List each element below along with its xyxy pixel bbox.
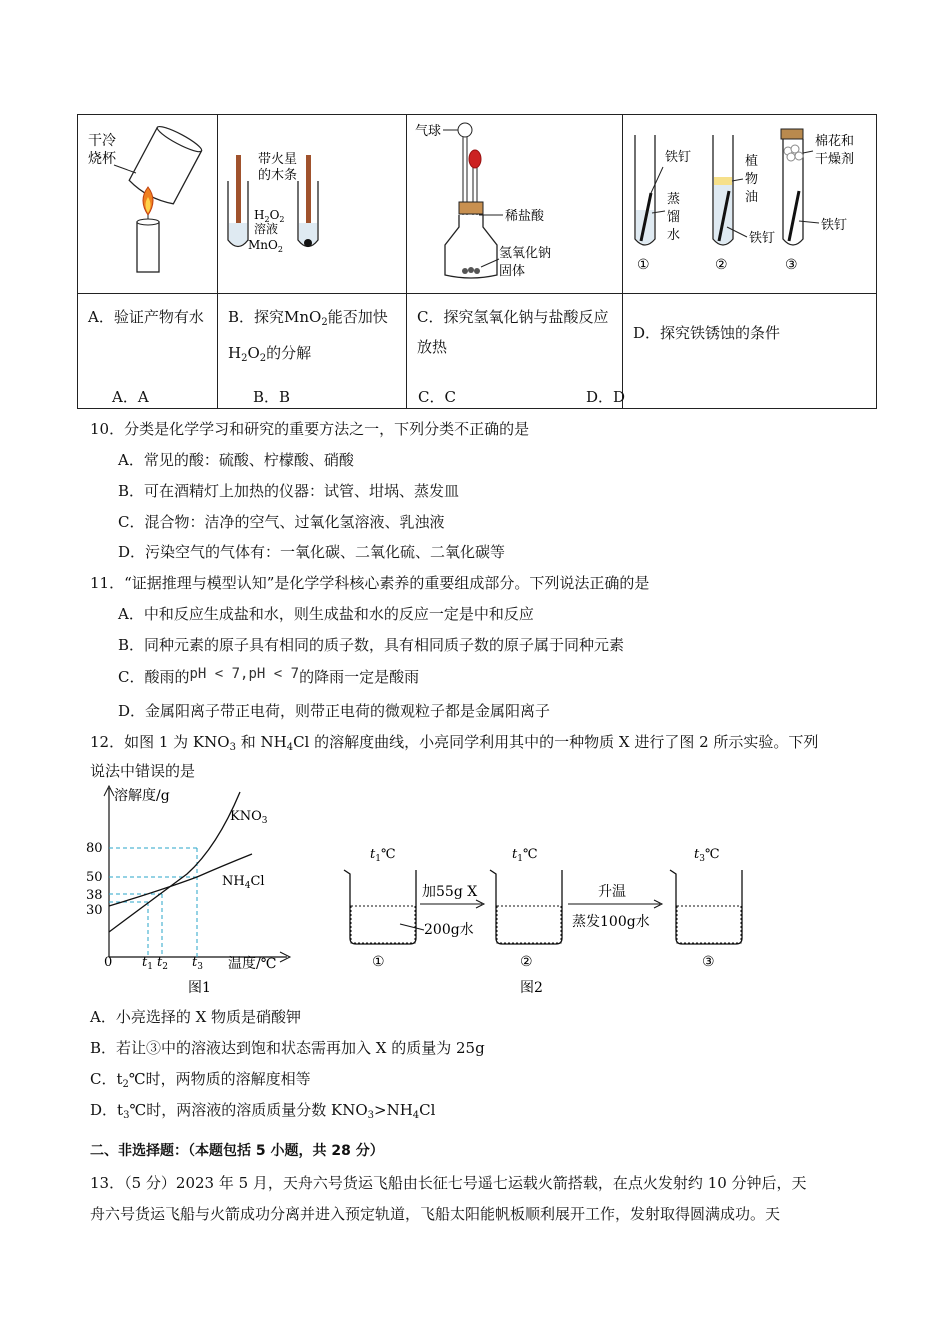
- q11-option-a[interactable]: A．中和反应生成盐和水，则生成盐和水的反应一定是中和反应: [118, 605, 534, 623]
- cell-d-caption: D．探究铁锈蚀的条件: [623, 294, 877, 409]
- svg-text:氢氧化钠: 氢氧化钠: [499, 246, 552, 261]
- svg-text:t3: $t_3$: [192, 955, 203, 972]
- svg-text:38: 38: [86, 888, 103, 903]
- q12-option-d[interactable]: D．$t_3℃$时，两溶液的溶质质量分数 $KNO_3>NH_4Cl$: [90, 1101, 436, 1121]
- beaker-3: [670, 847, 742, 970]
- beaker-2: [490, 847, 562, 970]
- svg-text:稀盐酸: 稀盐酸: [505, 209, 545, 224]
- svg-text:①: ①: [637, 257, 650, 273]
- svg-text:50: 50: [86, 870, 103, 885]
- q12-option-b[interactable]: B．若让③中的溶液达到饱和状态需再加入 X 的质量为 25g: [90, 1039, 485, 1057]
- svg-text:t1: $t_1$: [142, 955, 153, 972]
- cell-b-figure: [218, 115, 407, 294]
- svg-text:t3℃: $t_3℃$: [694, 847, 720, 864]
- beaker-experiment: [340, 838, 760, 998]
- cell-d-figure: [623, 115, 877, 294]
- candle-beaker-figure: [78, 115, 217, 293]
- cell-c-figure: [407, 115, 623, 294]
- svg-text:80: 80: [86, 841, 103, 856]
- svg-text:油: 油: [745, 190, 759, 205]
- svg-text:干燥剂: 干燥剂: [815, 152, 855, 167]
- svg-text:干冷: 干冷: [88, 133, 116, 149]
- svg-text:加55g X: 加55g X: [422, 884, 478, 900]
- q10-option-d[interactable]: D．污染空气的气体有：一氧化碳、二氧化硫、二氧化碳等: [118, 543, 506, 561]
- q9-option-d[interactable]: D．D: [586, 388, 626, 406]
- solubility-chart: [82, 782, 312, 1002]
- svg-text:t1℃: $t_1℃$: [370, 847, 396, 864]
- q12-option-a[interactable]: A．小亮选择的 X 物质是硝酸钾: [90, 1008, 302, 1026]
- svg-text:30: 30: [86, 903, 103, 918]
- svg-text:铁钉: 铁钉: [665, 150, 692, 165]
- svg-text:NH4Cl: $NH_4Cl$: [222, 874, 265, 891]
- svg-text:物: 物: [745, 172, 759, 187]
- svg-text:带火星: 带火星: [258, 152, 298, 167]
- svg-text:②: ②: [715, 257, 728, 273]
- svg-text:H2O2: $H_2O_2$: [254, 208, 285, 224]
- svg-text:t2: $t_2$: [157, 955, 168, 972]
- q10-option-b[interactable]: B．可在酒精灯上加热的仪器：试管、坩埚、蒸发皿: [118, 482, 460, 500]
- svg-text:馏: 馏: [667, 210, 681, 225]
- cell-a-caption: A．验证产物有水: [78, 294, 218, 409]
- q9-option-a[interactable]: A．A: [112, 388, 149, 406]
- svg-text:铁钉: 铁钉: [821, 218, 848, 233]
- cell-a-figure: [78, 115, 218, 294]
- q13-line2: 舟六号货运飞船与火箭成功分离并进入预定轨道，飞船太阳能帆板顺利展开工作，发射取得圆满成功。天: [90, 1205, 781, 1223]
- iron-rust-tubes-figure: [623, 115, 876, 293]
- svg-text:200g水: 200g水: [424, 922, 474, 938]
- svg-text:铁钉: 铁钉: [749, 231, 776, 246]
- q12-stem-line1: 12．如图 1 为 $KNO_3$ 和 $NH_4Cl$ 的溶解度曲线，小亮同学利用其中的一种物质 X 进行了图 2 所示实验。下列: [90, 733, 819, 753]
- q10-stem: 10．分类是化学学习和研究的重要方法之一，下列分类不正确的是: [90, 420, 530, 438]
- svg-text:0: 0: [104, 955, 113, 970]
- svg-text:棉花和: 棉花和: [815, 134, 855, 149]
- svg-text:植: 植: [745, 154, 759, 169]
- cell-b-caption: B．探究MnO$_2$能否加快$H_2O_2$的分解: [218, 294, 407, 409]
- q10-option-c[interactable]: C．混合物：洁净的空气、过氧化氢溶液、乳浊液: [118, 513, 445, 531]
- svg-text:气球: 气球: [415, 124, 442, 139]
- svg-text:③: ③: [785, 257, 798, 273]
- experiment-table: [77, 114, 877, 409]
- kno3-curve: [109, 792, 240, 932]
- svg-text:图2: 图2: [520, 980, 543, 996]
- svg-text:②: ②: [520, 954, 533, 970]
- q9-option-b[interactable]: B．B: [253, 388, 291, 406]
- svg-text:温度/℃: 温度/℃: [228, 956, 277, 972]
- mno2-tubes-figure: [218, 115, 406, 293]
- q12-stem-line2: 说法中错误的是: [90, 762, 196, 780]
- q11-option-b[interactable]: B．同种元素的原子具有相同的质子数，具有相同质子数的原子属于同种元素: [118, 636, 625, 654]
- svg-text:MnO2: MnO$_2$: [248, 238, 283, 254]
- svg-text:蒸发100g水: 蒸发100g水: [572, 914, 650, 930]
- svg-text:水: 水: [667, 228, 681, 243]
- q11-option-c[interactable]: C．酸雨的pH < 7,pH < 7的降雨一定是酸雨: [118, 666, 420, 686]
- svg-text:溶解度/g: 溶解度/g: [114, 788, 170, 804]
- svg-text:图1: 图1: [188, 980, 211, 996]
- svg-text:溶液: 溶液: [254, 222, 279, 236]
- q12-option-c[interactable]: C．$t_2℃$时，两物质的溶解度相等: [90, 1070, 311, 1090]
- svg-text:固体: 固体: [499, 264, 526, 279]
- svg-text:的木条: 的木条: [258, 168, 298, 183]
- cell-c-caption: C．探究氢氧化钠与盐酸反应放热: [407, 294, 623, 409]
- svg-text:③: ③: [702, 954, 715, 970]
- q11-stem: 11．“证据推理与模型认知”是化学学科核心素养的重要组成部分。下列说法正确的是: [90, 574, 650, 592]
- balloon-flask-figure: [407, 115, 622, 293]
- q13-line1: 13．（5 分）2023 年 5 月，天舟六号货运飞船由长征七号遥七运载火箭搭载，在点火发射约 10 分钟后，天: [90, 1174, 807, 1192]
- section-title: 二、非选择题：（本题包括 5 小题，共 28 分）: [90, 1143, 384, 1159]
- q11-option-d[interactable]: D．金属阳离子带正电荷，则带正电荷的微观粒子都是金属阳离子: [118, 702, 551, 720]
- svg-text:升温: 升温: [598, 884, 626, 900]
- beaker-1: [344, 847, 416, 970]
- q9-option-c[interactable]: C．C: [418, 388, 456, 406]
- svg-text:烧杯: 烧杯: [88, 151, 116, 167]
- q10-option-a[interactable]: A．常见的酸：硫酸、柠檬酸、硝酸: [118, 451, 354, 469]
- svg-text:KNO3: $KNO_3$: [230, 809, 268, 826]
- svg-text:①: ①: [372, 954, 385, 970]
- svg-text:t1℃: $t_1℃$: [512, 847, 538, 864]
- svg-text:蒸: 蒸: [667, 192, 681, 207]
